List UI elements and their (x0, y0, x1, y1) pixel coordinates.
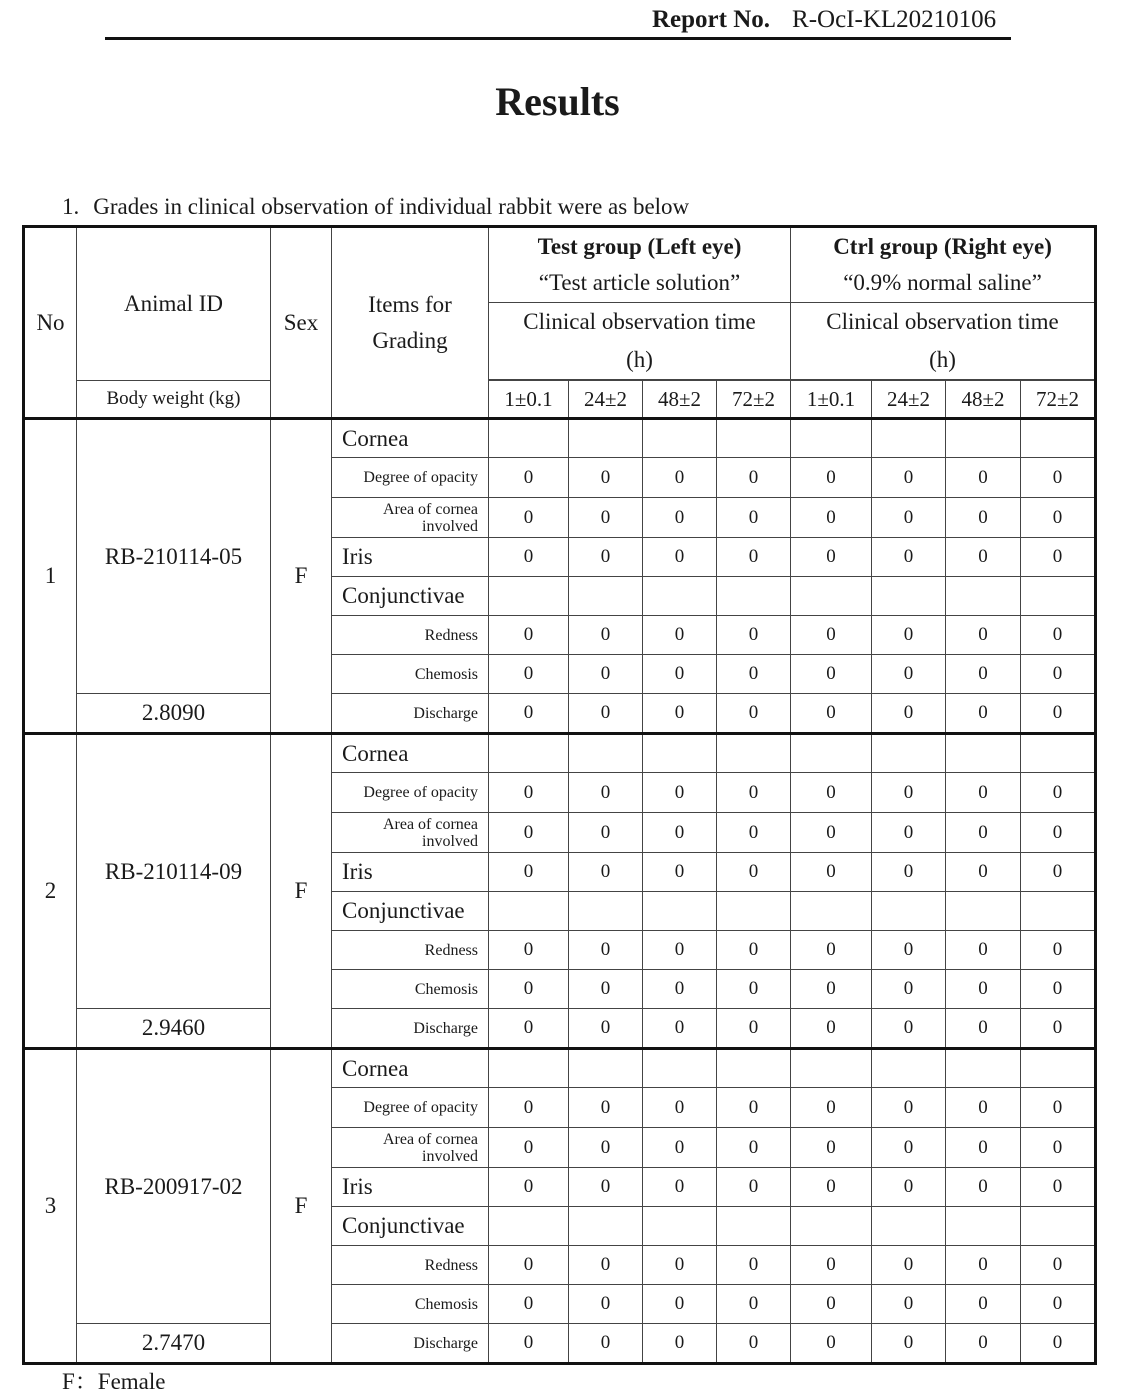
grade-cell: 0 (489, 458, 569, 498)
grade-cell: 0 (946, 694, 1021, 734)
grade-cell (946, 892, 1021, 931)
grade-cell (569, 577, 643, 616)
grade-cell (1021, 892, 1096, 931)
grade-cell: 0 (489, 538, 569, 577)
grade-cell (643, 1049, 717, 1088)
grade-cell: 0 (946, 1324, 1021, 1364)
grade-cell: 0 (791, 931, 872, 970)
grade-cell: 0 (569, 1128, 643, 1168)
grade-cell: 0 (489, 694, 569, 734)
grade-cell (489, 1207, 569, 1246)
report-number (652, 6, 996, 34)
ctrl-obs-time-unit: (h) (929, 347, 956, 372)
grade-cell: 0 (569, 1168, 643, 1207)
grade-cell: 0 (1021, 694, 1096, 734)
grade-cell: 0 (489, 1009, 569, 1049)
grade-cell: 0 (1021, 1009, 1096, 1049)
grade-cell (872, 892, 946, 931)
grade-cell: 0 (872, 931, 946, 970)
grade-cell: 0 (791, 773, 872, 813)
grade-cell: 0 (569, 1009, 643, 1049)
grade-cell: 0 (643, 1285, 717, 1324)
time-point-header: 24±2 (569, 381, 643, 419)
grade-cell: 0 (872, 694, 946, 734)
grade-cell: 0 (946, 655, 1021, 694)
grade-cell: 0 (643, 853, 717, 892)
grade-cell: 0 (872, 1128, 946, 1168)
grade-cell: 0 (569, 931, 643, 970)
grade-cell: 0 (1021, 970, 1096, 1009)
grade-cell (1021, 577, 1096, 616)
test-obs-time-label: Clinical observation time (523, 309, 756, 334)
grade-cell (643, 892, 717, 931)
ctrl-obs-time-label: Clinical observation time (826, 309, 1059, 334)
grade-cell: 0 (946, 773, 1021, 813)
animal-no: 3 (24, 1049, 77, 1364)
grade-cell (717, 892, 791, 931)
animal-body-weight: 2.9460 (77, 1009, 271, 1049)
grade-cell (717, 419, 791, 458)
grading-item: Discharge (332, 1324, 489, 1364)
grades-table (22, 225, 1097, 1365)
grading-item: Iris (332, 853, 489, 892)
grade-cell: 0 (717, 1246, 791, 1285)
grading-item: Iris (332, 538, 489, 577)
grade-cell (1021, 1049, 1096, 1088)
grade-cell: 0 (791, 1168, 872, 1207)
table-row (24, 1009, 1096, 1049)
grade-cell: 0 (946, 970, 1021, 1009)
grade-cell: 0 (1021, 1246, 1096, 1285)
grade-cell: 0 (569, 538, 643, 577)
grade-cell (946, 1049, 1021, 1088)
animal-no: 2 (24, 734, 77, 1049)
grade-cell (717, 1049, 791, 1088)
time-point-header: 48±2 (643, 381, 717, 419)
grade-cell: 0 (569, 1088, 643, 1128)
grade-cell (717, 577, 791, 616)
table-row (24, 694, 1096, 734)
time-point-header: 72±2 (717, 381, 791, 419)
grade-cell: 0 (946, 853, 1021, 892)
section-number: 1. (62, 194, 80, 219)
grade-cell: 0 (717, 813, 791, 853)
grade-cell: 0 (791, 1285, 872, 1324)
time-point-header: 48±2 (946, 381, 1021, 419)
test-group-header (489, 227, 791, 303)
grade-cell: 0 (1021, 538, 1096, 577)
grade-cell: 0 (872, 970, 946, 1009)
grading-item: Iris (332, 1168, 489, 1207)
grade-cell (569, 734, 643, 773)
grade-cell (489, 419, 569, 458)
report-number-value: R-OcI-KL20210106 (792, 6, 997, 33)
grade-cell: 0 (489, 1168, 569, 1207)
grade-cell: 0 (489, 1128, 569, 1168)
grade-cell: 0 (1021, 616, 1096, 655)
grade-cell (791, 1207, 872, 1246)
grade-cell: 0 (717, 1128, 791, 1168)
grading-item: Area of cornea involved (332, 498, 489, 538)
grade-cell: 0 (946, 538, 1021, 577)
grade-cell: 0 (946, 1285, 1021, 1324)
grade-cell: 0 (791, 655, 872, 694)
test-obs-time-header (489, 303, 791, 380)
grade-cell (946, 734, 1021, 773)
grade-cell: 0 (643, 694, 717, 734)
grade-cell (872, 577, 946, 616)
grade-cell: 0 (717, 1168, 791, 1207)
grade-cell (1021, 419, 1096, 458)
grade-cell: 0 (872, 458, 946, 498)
grade-cell: 0 (1021, 773, 1096, 813)
grade-cell: 0 (643, 1168, 717, 1207)
grade-cell: 0 (946, 1088, 1021, 1128)
grade-cell: 0 (643, 931, 717, 970)
animal-body-weight: 2.8090 (77, 694, 271, 734)
grade-cell: 0 (872, 1088, 946, 1128)
grade-cell: 0 (791, 458, 872, 498)
grade-cell: 0 (569, 694, 643, 734)
grade-cell: 0 (872, 616, 946, 655)
grade-cell: 0 (1021, 498, 1096, 538)
animal-sex: F (271, 734, 332, 1049)
time-point-header: 1±0.1 (489, 381, 569, 419)
grade-cell: 0 (872, 813, 946, 853)
grade-cell: 0 (872, 498, 946, 538)
grade-cell: 0 (717, 970, 791, 1009)
animal-id: RB-200917-02 (77, 1049, 271, 1324)
grade-cell: 0 (569, 1324, 643, 1364)
grade-cell: 0 (489, 813, 569, 853)
grade-cell: 0 (643, 1324, 717, 1364)
ctrl-group-title: Ctrl group (Right eye) (833, 234, 1052, 259)
header-items-line1: Items for (368, 291, 452, 317)
time-point-header: 1±0.1 (791, 381, 872, 419)
section-text: Grades in clinical observation of individual rabbit were as below (93, 194, 690, 219)
grade-cell (643, 1207, 717, 1246)
grade-cell: 0 (791, 970, 872, 1009)
grade-cell: 0 (872, 1246, 946, 1285)
grading-item: Chemosis (332, 655, 489, 694)
grade-cell: 0 (791, 813, 872, 853)
grade-cell: 0 (489, 655, 569, 694)
grade-cell: 0 (791, 538, 872, 577)
grade-cell: 0 (489, 1246, 569, 1285)
grading-item: Conjunctivae (332, 577, 489, 616)
grade-cell: 0 (791, 616, 872, 655)
grading-item: Degree of opacity (332, 773, 489, 813)
test-obs-time-unit: (h) (626, 347, 653, 372)
grade-cell: 0 (791, 1246, 872, 1285)
grade-cell: 0 (489, 970, 569, 1009)
grade-cell: 0 (1021, 458, 1096, 498)
grade-cell: 0 (489, 1088, 569, 1128)
grade-cell (791, 892, 872, 931)
grade-cell: 0 (946, 616, 1021, 655)
animal-sex: F (271, 419, 332, 734)
grade-cell (1021, 1207, 1096, 1246)
grade-cell: 0 (791, 1009, 872, 1049)
grade-cell (872, 1049, 946, 1088)
report-number-label: Report No. (652, 6, 771, 33)
grade-cell: 0 (569, 1246, 643, 1285)
grade-cell: 0 (569, 498, 643, 538)
grade-cell: 0 (946, 931, 1021, 970)
grade-cell: 0 (717, 498, 791, 538)
grade-cell: 0 (1021, 1324, 1096, 1364)
grade-cell (872, 734, 946, 773)
grade-cell: 0 (569, 813, 643, 853)
grade-cell: 0 (643, 1128, 717, 1168)
grade-cell: 0 (717, 1324, 791, 1364)
table-row (24, 419, 1096, 458)
grading-item: Cornea (332, 419, 489, 458)
animal-sex: F (271, 1049, 332, 1364)
grading-item: Area of cornea involved (332, 1128, 489, 1168)
grade-cell (569, 1207, 643, 1246)
animal-id: RB-210114-09 (77, 734, 271, 1009)
grade-cell: 0 (946, 458, 1021, 498)
grade-cell (489, 892, 569, 931)
grading-item: Discharge (332, 694, 489, 734)
grade-cell: 0 (569, 655, 643, 694)
grade-cell: 0 (1021, 1128, 1096, 1168)
grade-cell: 0 (643, 458, 717, 498)
grade-cell: 0 (1021, 1168, 1096, 1207)
grade-cell: 0 (489, 931, 569, 970)
grading-item: Degree of opacity (332, 458, 489, 498)
header-items-line2: Grading (372, 327, 448, 353)
grade-cell (946, 577, 1021, 616)
grade-cell (946, 419, 1021, 458)
page-title: Results (495, 79, 620, 124)
grade-cell: 0 (1021, 1088, 1096, 1128)
table-row (24, 1049, 1096, 1088)
test-group-subtitle: “Test article solution” (538, 270, 741, 295)
animal-body-weight: 2.7470 (77, 1324, 271, 1364)
grade-cell (489, 734, 569, 773)
grade-cell: 0 (791, 498, 872, 538)
time-point-header: 72±2 (1021, 381, 1096, 419)
grade-cell: 0 (946, 1128, 1021, 1168)
grade-cell: 0 (872, 1324, 946, 1364)
grade-cell: 0 (717, 655, 791, 694)
grading-item: Degree of opacity (332, 1088, 489, 1128)
grade-cell: 0 (569, 1285, 643, 1324)
grade-cell (872, 419, 946, 458)
grade-cell: 0 (717, 1009, 791, 1049)
grade-cell: 0 (872, 538, 946, 577)
grade-cell (643, 734, 717, 773)
grade-cell (791, 1049, 872, 1088)
grade-cell: 0 (569, 616, 643, 655)
grade-cell: 0 (489, 853, 569, 892)
grade-cell (791, 577, 872, 616)
grade-cell: 0 (489, 1324, 569, 1364)
grade-cell: 0 (1021, 655, 1096, 694)
grade-cell (489, 1049, 569, 1088)
grade-cell: 0 (872, 1009, 946, 1049)
animal-id: RB-210114-05 (77, 419, 271, 694)
header-rule (105, 37, 1011, 40)
grade-cell (717, 1207, 791, 1246)
grade-cell: 0 (872, 1285, 946, 1324)
grade-cell: 0 (872, 853, 946, 892)
grade-cell: 0 (946, 1009, 1021, 1049)
header-body-weight: Body weight (kg) (77, 381, 271, 419)
header-sex: Sex (271, 227, 332, 419)
grade-cell (946, 1207, 1021, 1246)
header-animal-id: Animal ID (77, 227, 271, 381)
grade-cell (791, 734, 872, 773)
grade-cell: 0 (489, 498, 569, 538)
grade-cell: 0 (1021, 931, 1096, 970)
grading-item: Redness (332, 1246, 489, 1285)
grade-cell: 0 (643, 773, 717, 813)
grade-cell: 0 (643, 655, 717, 694)
grade-cell: 0 (1021, 813, 1096, 853)
grade-cell: 0 (1021, 853, 1096, 892)
grade-cell: 0 (717, 1285, 791, 1324)
section-intro (62, 194, 689, 220)
grade-cell (717, 734, 791, 773)
grade-cell: 0 (791, 853, 872, 892)
grading-item: Chemosis (332, 1285, 489, 1324)
grade-cell (1021, 734, 1096, 773)
grade-cell: 0 (489, 616, 569, 655)
grade-cell: 0 (872, 1168, 946, 1207)
grade-cell (872, 1207, 946, 1246)
grade-cell: 0 (717, 616, 791, 655)
grade-cell: 0 (946, 813, 1021, 853)
grade-cell: 0 (1021, 1285, 1096, 1324)
grade-cell: 0 (569, 970, 643, 1009)
grade-cell: 0 (643, 538, 717, 577)
test-group-title: Test group (Left eye) (537, 234, 742, 259)
grade-cell: 0 (643, 1246, 717, 1285)
grade-cell: 0 (643, 498, 717, 538)
table-row (24, 734, 1096, 773)
grade-cell: 0 (872, 773, 946, 813)
grade-cell: 0 (643, 1009, 717, 1049)
grade-cell: 0 (717, 1088, 791, 1128)
grade-cell: 0 (946, 1246, 1021, 1285)
grade-cell: 0 (643, 616, 717, 655)
grade-cell (791, 419, 872, 458)
header-items (332, 227, 489, 419)
grade-cell: 0 (569, 773, 643, 813)
grade-cell: 0 (946, 1168, 1021, 1207)
grading-item: Redness (332, 931, 489, 970)
ctrl-group-header (791, 227, 1096, 303)
grading-item: Conjunctivae (332, 892, 489, 931)
grading-item: Chemosis (332, 970, 489, 1009)
grade-cell (569, 419, 643, 458)
grade-cell: 0 (717, 458, 791, 498)
grade-cell: 0 (489, 1285, 569, 1324)
grade-cell: 0 (717, 773, 791, 813)
table-row (24, 1324, 1096, 1364)
grade-cell (569, 892, 643, 931)
animal-no: 1 (24, 419, 77, 734)
grading-item: Conjunctivae (332, 1207, 489, 1246)
grade-cell: 0 (791, 1128, 872, 1168)
time-point-header: 24±2 (872, 381, 946, 419)
grade-cell: 0 (872, 655, 946, 694)
grade-cell: 0 (489, 773, 569, 813)
grade-cell: 0 (791, 694, 872, 734)
grade-cell: 0 (791, 1088, 872, 1128)
ctrl-group-subtitle: “0.9% normal saline” (843, 270, 1042, 295)
grade-cell: 0 (643, 813, 717, 853)
ctrl-obs-time-header (791, 303, 1096, 380)
grading-item: Redness (332, 616, 489, 655)
grade-cell: 0 (569, 853, 643, 892)
grade-cell (643, 577, 717, 616)
grading-item: Discharge (332, 1009, 489, 1049)
grade-cell: 0 (717, 538, 791, 577)
grade-cell (643, 419, 717, 458)
grade-cell: 0 (717, 931, 791, 970)
grade-cell: 0 (717, 853, 791, 892)
grade-cell (569, 1049, 643, 1088)
grading-item: Area of cornea involved (332, 813, 489, 853)
grading-item: Cornea (332, 734, 489, 773)
header-no: No (24, 227, 77, 419)
grade-cell: 0 (946, 498, 1021, 538)
grading-item: Cornea (332, 1049, 489, 1088)
grade-cell: 0 (643, 1088, 717, 1128)
footnote: F：Female (62, 1369, 166, 1394)
grade-cell (489, 577, 569, 616)
grade-cell: 0 (791, 1324, 872, 1364)
grade-cell: 0 (569, 458, 643, 498)
grade-cell: 0 (717, 694, 791, 734)
grade-cell: 0 (643, 970, 717, 1009)
